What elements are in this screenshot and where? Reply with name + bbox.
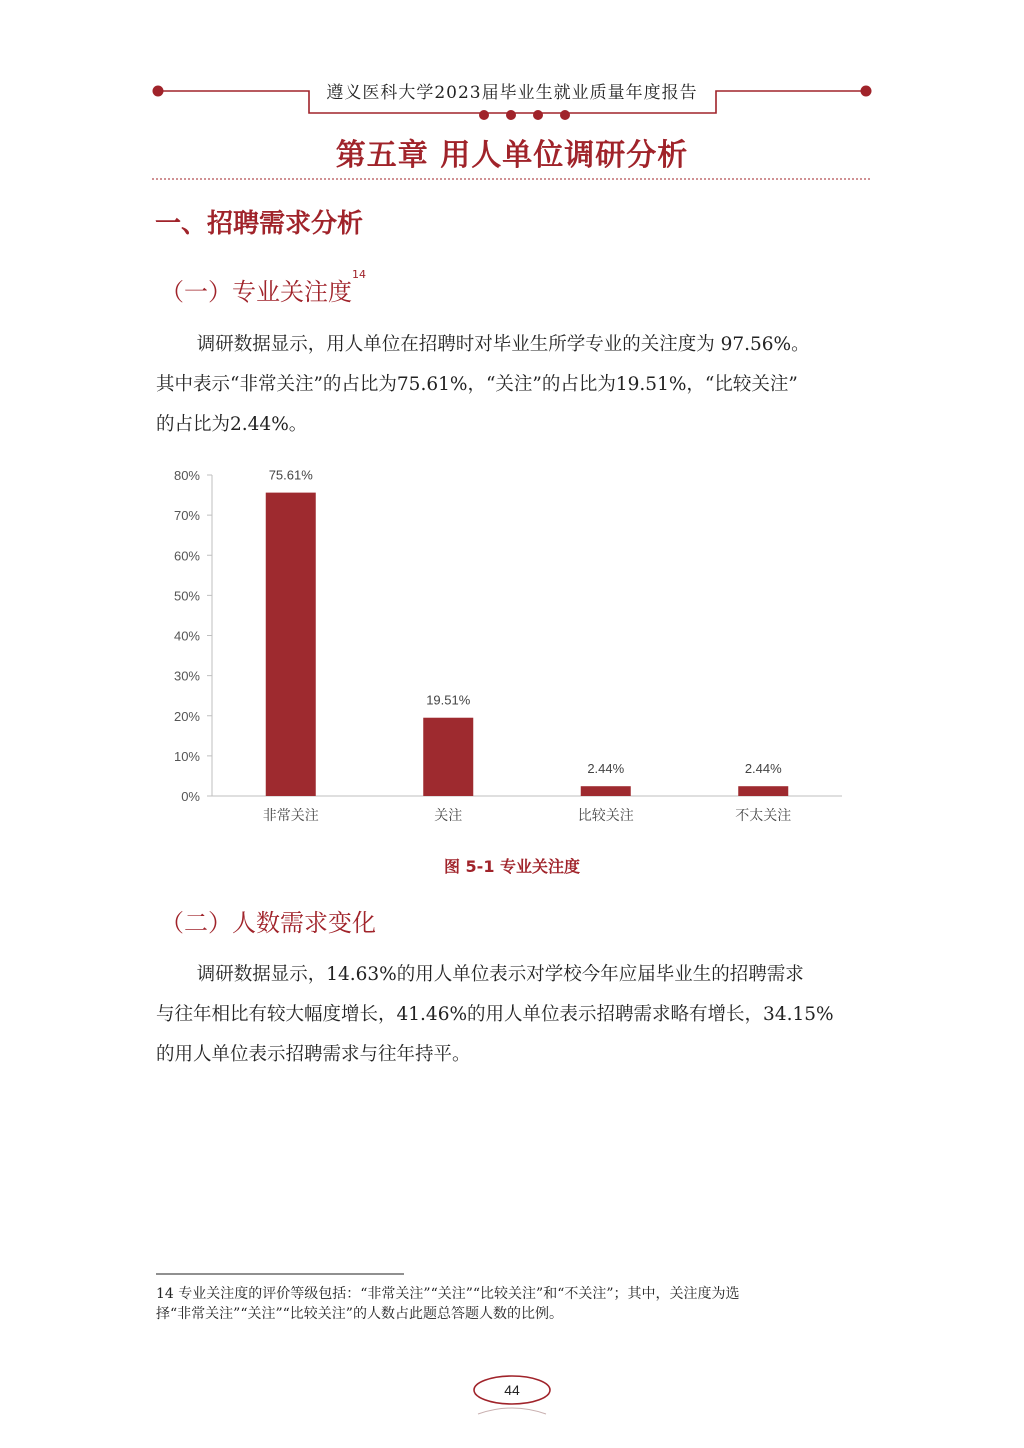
page-number: 44 (504, 1382, 520, 1398)
report-header-title: 遵义医科大学2023届毕业生就业质量年度报告 (326, 83, 698, 103)
x-tick-label: 非常关注 (262, 807, 319, 823)
y-tick-label: 40% (173, 628, 200, 644)
paragraph-line: 的用人单位表示招聘需求与往年持平。 (156, 1044, 471, 1065)
paragraph-demand-change (156, 955, 886, 1075)
section-heading: 一、招聘需求分析 (155, 209, 364, 239)
data-label: 19.51% (426, 692, 471, 708)
y-tick-label: 0% (181, 789, 200, 804)
bar (738, 786, 788, 796)
bar (581, 786, 631, 796)
paragraph-line: 的占比为2.44%。 (156, 414, 308, 435)
y-tick-label: 80% (173, 468, 200, 483)
data-label: 75.61% (268, 467, 313, 483)
footnote-separator (156, 1272, 406, 1276)
bar (423, 718, 473, 796)
footnote (156, 1284, 876, 1324)
header-decoration (0, 0, 1024, 130)
subsection-heading-major-attention (160, 268, 366, 307)
subsection-heading-demand-change: （二）人数需求变化 (160, 909, 376, 937)
y-tick-label: 20% (173, 708, 200, 724)
y-tick-label: 10% (173, 748, 200, 764)
paragraph-line: 其中表示“非常关注”的占比为75.61%，“关注”的占比为19.51%，“比较关注” (156, 374, 798, 395)
footnote-line: 14 专业关注度的评价等级包括：“非常关注”“关注”“比较关注”和“不关注”；其中，关注度为选 (156, 1286, 740, 1302)
subsection-heading-text: （一）专业关注度 (160, 278, 352, 306)
chapter-divider (152, 176, 872, 182)
paragraph-line: 调研数据显示，用人单位在招聘时对毕业生所学专业的关注度为 97.56%。 (196, 334, 810, 355)
data-label: 2.44% (744, 761, 782, 777)
y-tick-label: 50% (173, 588, 200, 604)
y-tick-label: 70% (173, 508, 200, 524)
paragraph-line: 与往年相比有较大幅度增长，41.46%的用人单位表示招聘需求略有增长，34.15% (156, 1004, 834, 1025)
y-tick-label: 60% (173, 548, 200, 564)
data-label: 2.44% (587, 761, 625, 777)
figure-caption: 图 5-1 专业关注度 (443, 857, 581, 876)
x-tick-label: 关注 (434, 807, 463, 823)
footnote-line: 择“非常关注”“关注”“比较关注”的人数占此题总答题人数的比例。 (156, 1306, 563, 1322)
footnote-ref: 14 (352, 268, 366, 281)
chapter-title: 第五章 用人单位调研分析 (335, 138, 689, 173)
paragraph-line: 调研数据显示，14.63%的用人单位表示对学校今年应届毕业生的招聘需求 (196, 964, 804, 985)
x-tick-label: 不太关注 (735, 807, 792, 823)
x-tick-label: 比较关注 (577, 807, 634, 823)
bar (266, 493, 316, 796)
paragraph-major-attention (156, 325, 886, 445)
bar-chart-major-attention (160, 455, 860, 835)
y-tick-label: 30% (173, 668, 200, 684)
